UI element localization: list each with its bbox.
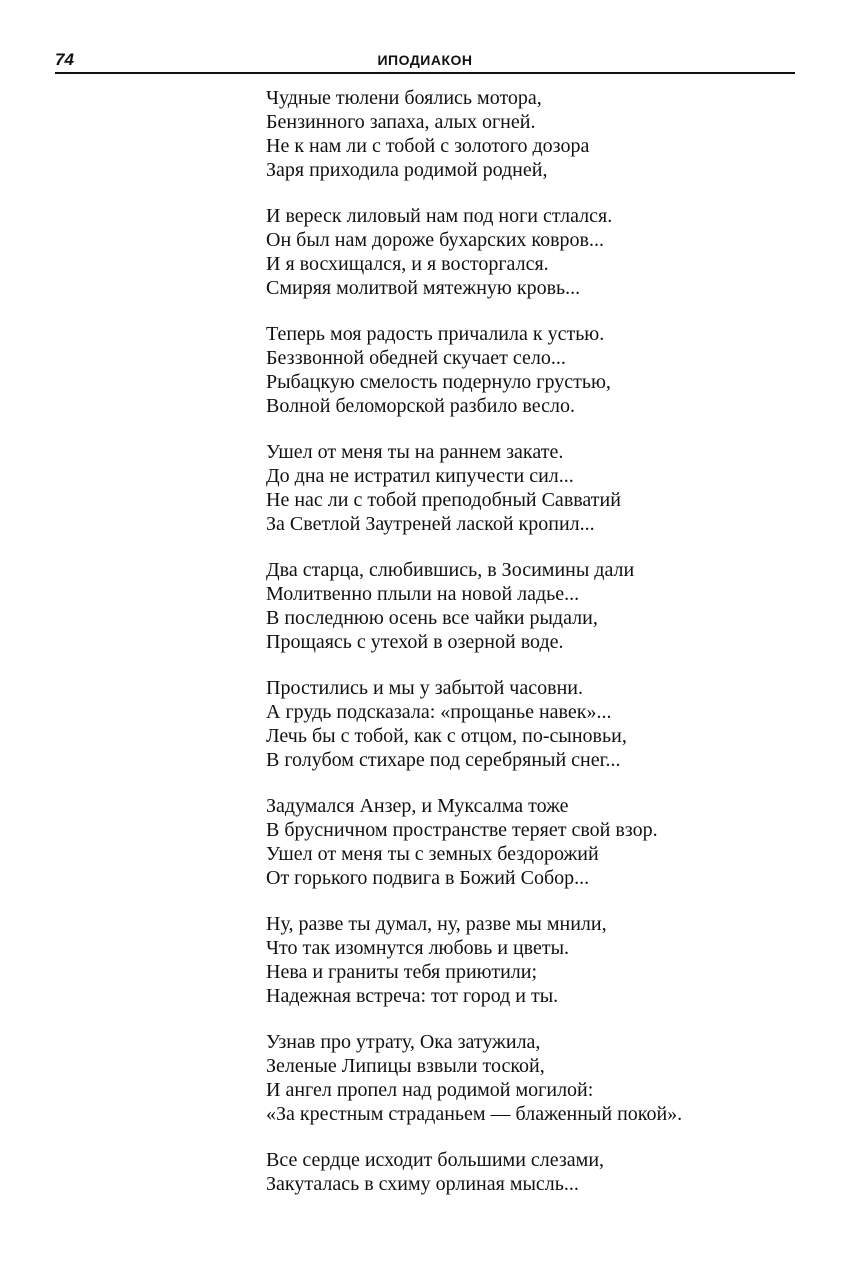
poem-line: Не нас ли с тобой преподобный Савватий (266, 489, 621, 511)
poem-line: Простились и мы у забытой часовни. (266, 677, 583, 699)
poem-line: Лечь бы с тобой, как с отцом, по-сыновьи, (266, 725, 627, 747)
stanza-5 (266, 558, 826, 654)
poem-line: От горького подвига в Божий Собор... (266, 867, 590, 889)
poem-body (266, 86, 826, 1218)
poem-line: Рыбацкую смелость подернуло грустью, (266, 371, 611, 393)
poem-line: Прощаясь с утехой в озерной воде. (266, 631, 564, 653)
poem-line: Он был нам дороже бухарских ковров... (266, 229, 604, 251)
stanza-9 (266, 1030, 826, 1126)
page-header (55, 46, 795, 74)
poem-line: Смиряя молитвой мятежную кровь... (266, 277, 581, 299)
poem-line: Узнав про утрату, Ока затужила, (266, 1031, 541, 1053)
poem-line: Беззвонной обедней скучает село... (266, 347, 566, 369)
poem-line: Что так изомнутся любовь и цветы. (266, 937, 570, 959)
poem-line: Надежная встреча: тот город и ты. (266, 985, 559, 1007)
poem-line: Молитвенно плыли на новой ладье... (266, 583, 580, 605)
poem-line: А грудь подсказала: «прощанье навек»... (266, 701, 612, 723)
poem-line: В брусничном пространстве теряет свой взор. (266, 819, 658, 841)
poem-line: Волной беломорской разбило весло. (266, 395, 575, 417)
poem-line: Бензинного запаха, алых огней. (266, 111, 536, 133)
poem-line: «За крестным страданьем — блаженный покой». (266, 1103, 683, 1125)
stanza-8 (266, 912, 826, 1008)
poem-line: До дна не истратил кипучести сил... (266, 465, 574, 487)
poem-line: Два старца, слюбившись, в Зосимины дали (266, 559, 635, 581)
stanza-1 (266, 86, 826, 182)
poem-line: Ушел от меня ты на раннем закате. (266, 441, 564, 463)
poem-line: Ушел от меня ты с земных бездорожий (266, 843, 599, 865)
stanza-7 (266, 794, 826, 890)
stanza-4 (266, 440, 826, 536)
poem-line: Не к нам ли с тобой с золотого дозора (266, 135, 590, 157)
poem-line: В последнюю осень все чайки рыдали, (266, 607, 598, 629)
poem-line: В голубом стихаре под серебряный снег... (266, 749, 621, 771)
poem-line: Задумался Анзер, и Муксалма тоже (266, 795, 569, 817)
stanza-10 (266, 1148, 826, 1196)
poem-line: И я восхищался, и я восторгался. (266, 253, 549, 275)
poem-line: И вереск лиловый нам под ноги стлался. (266, 205, 613, 227)
poem-line: Заря приходила родимой родней, (266, 159, 548, 181)
stanza-3 (266, 322, 826, 418)
poem-line: Зеленые Липицы взвыли тоской, (266, 1055, 545, 1077)
poem-line: Чудные тюлени боялись мотора, (266, 87, 542, 109)
poem-line: И ангел пропел над родимой могилой: (266, 1079, 594, 1101)
poem-line: Теперь моя радость причалила к устью. (266, 323, 605, 345)
poem-line: За Светлой Заутреней лаской кропил... (266, 513, 595, 535)
stanza-6 (266, 676, 826, 772)
poem-line: Нева и граниты тебя приютили; (266, 961, 538, 983)
poem-line: Ну, разве ты думал, ну, разве мы мнили, (266, 913, 607, 935)
stanza-2 (266, 204, 826, 300)
poem-line: Все сердце исходит большими слезами, (266, 1149, 605, 1171)
page-number: 74 (55, 50, 74, 69)
running-title: ИПОДИАКОН (377, 52, 473, 68)
poem-line: Закуталась в схиму орлиная мысль... (266, 1173, 579, 1195)
